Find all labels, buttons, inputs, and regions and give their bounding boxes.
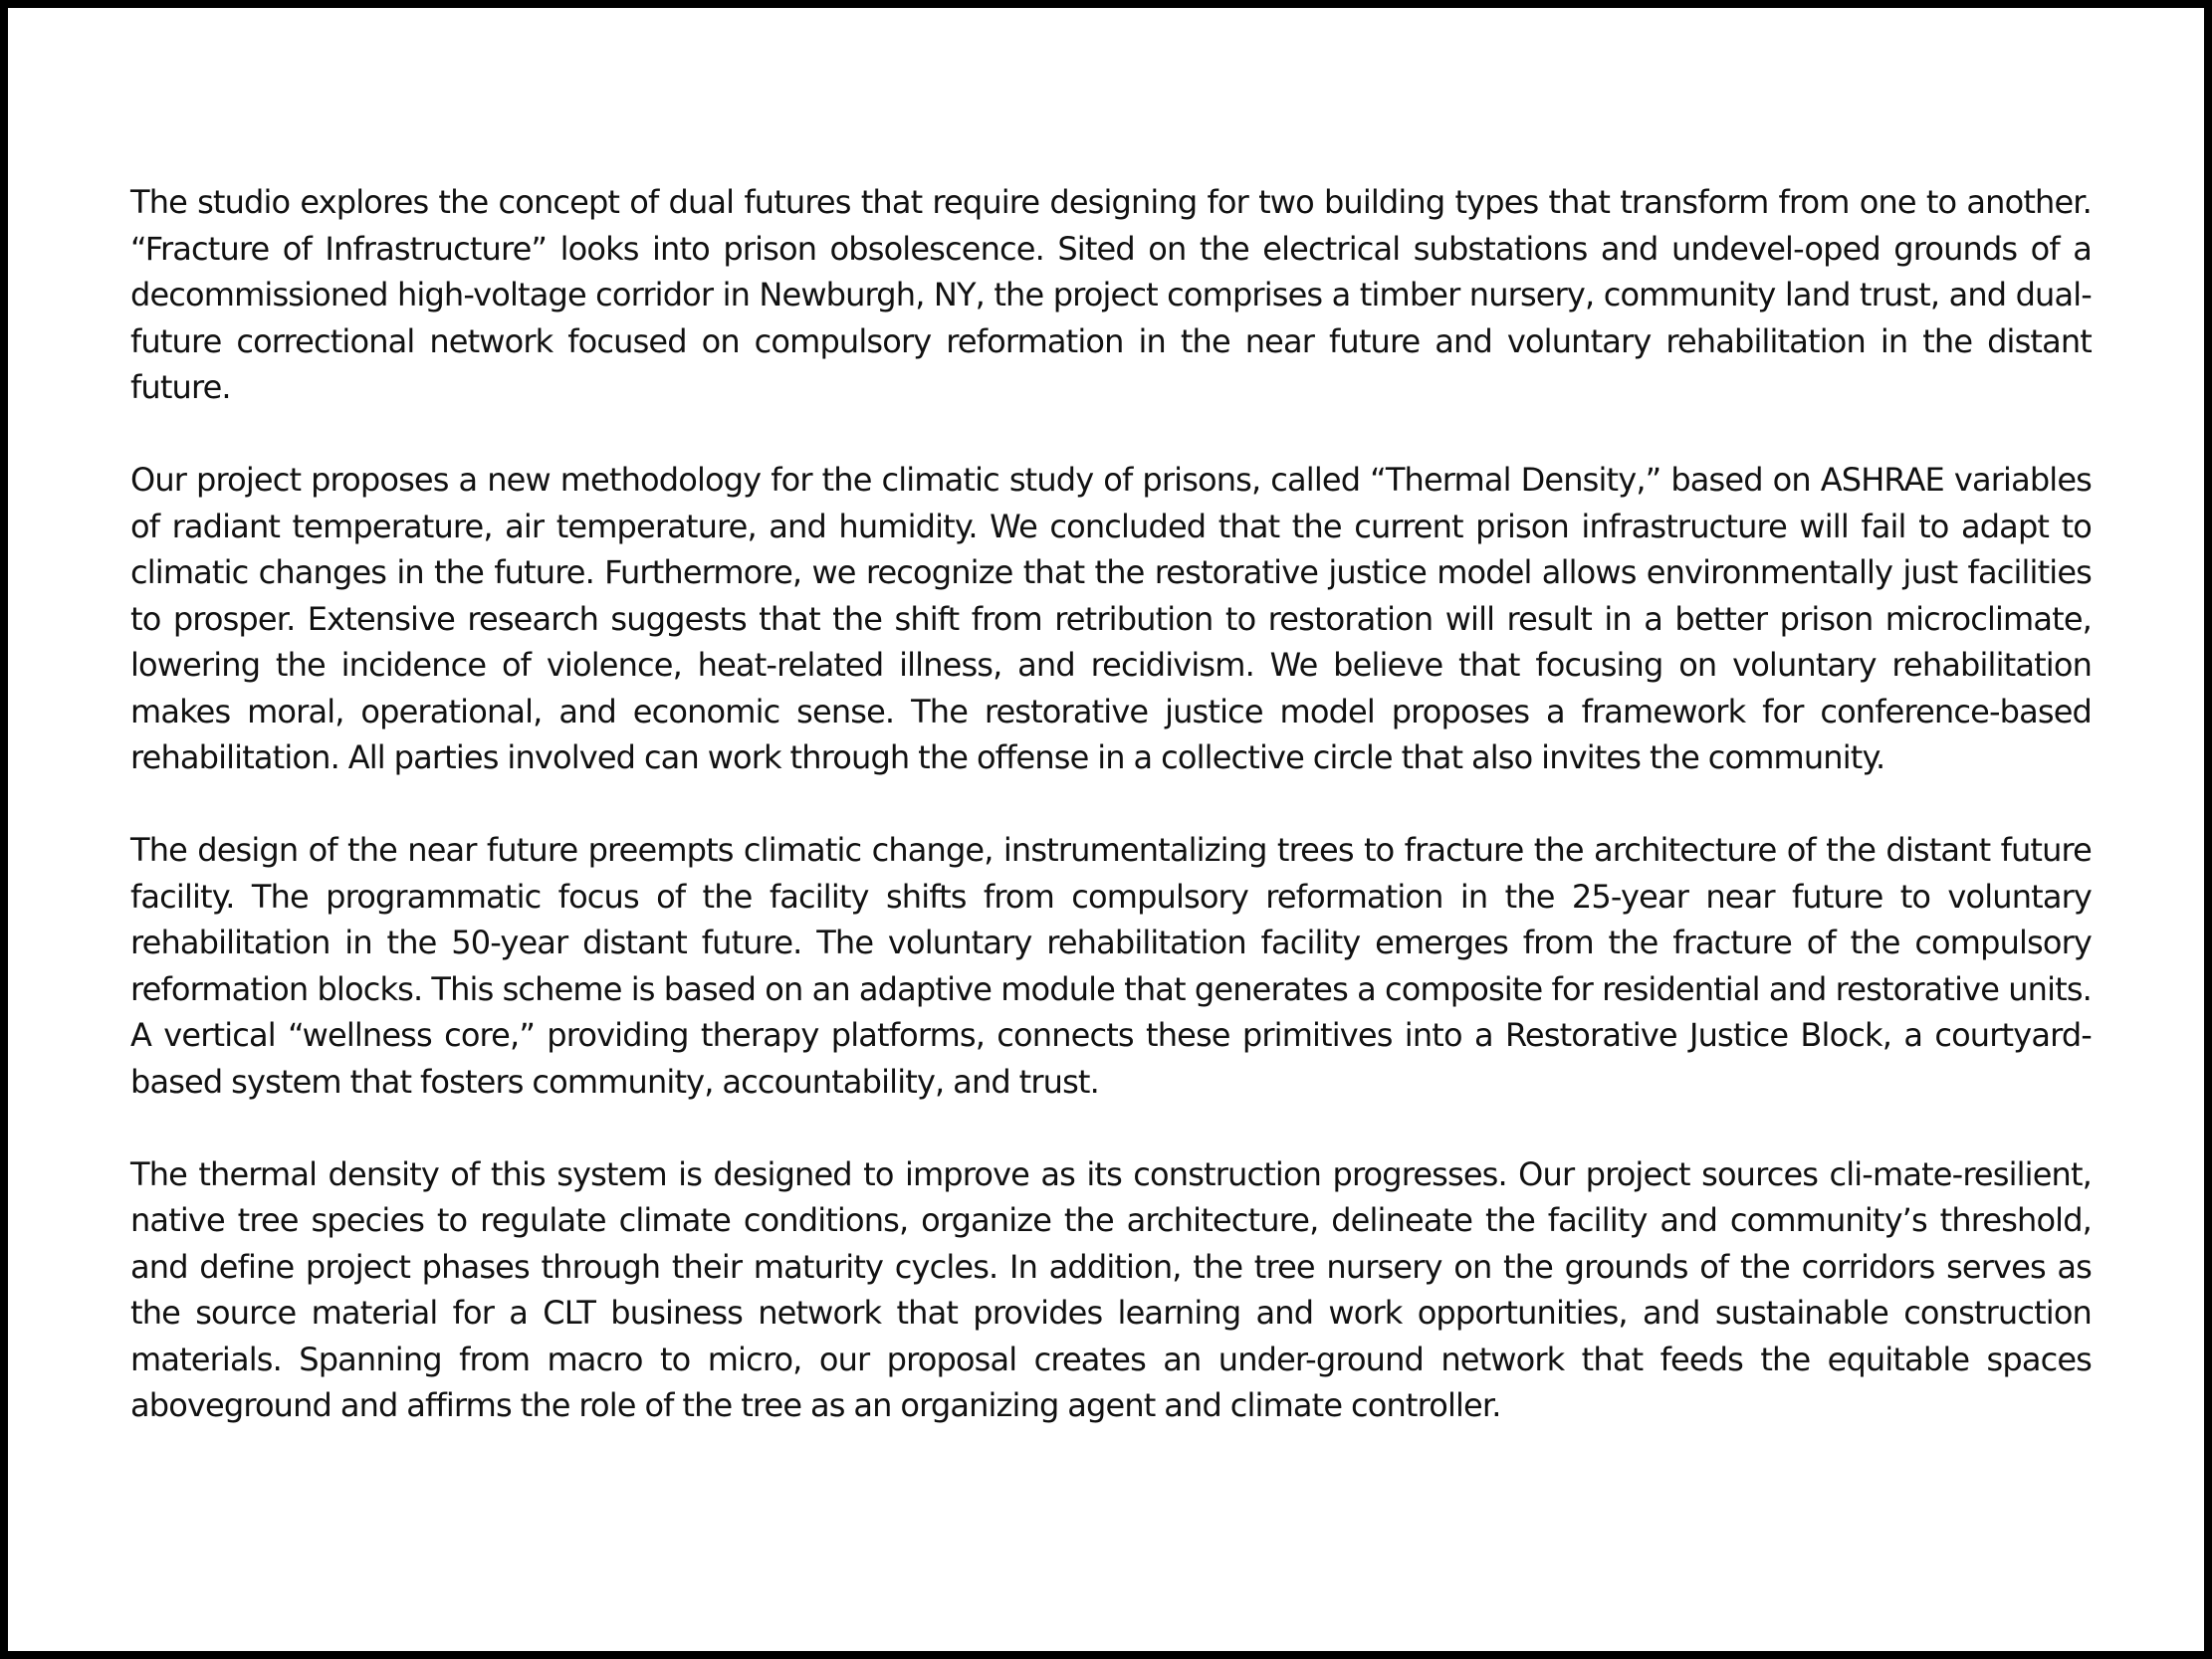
paragraph-intro: The studio explores the concept of dual futures that require designing for two building types that transform from one to another. “Fracture of Infrastructure” looks into prison obsolescence. Sited on the electrical substations and undevel-oped grounds of a decommissioned high-voltage corridor in Newburgh, NY, the project comprises a timber nursery, community land trust, and dual-future correctional network focused on compulsory reformation in the near future and voluntary rehabilitation in the distant future.	[130, 183, 2092, 406]
document-body	[130, 179, 2092, 1429]
paragraph-design: The design of the near future preempts climatic change, instrumentalizing trees to fracture the architecture of the distant future facility. The programmatic focus of the facility shifts from compulsory reformation in the 25-year near future to voluntary rehabilitation in the 50-year distant future. The voluntary rehabilitation facility emerges from the fracture of the compulsory reformation blocks. This scheme is based on an adaptive module that generates a composite for residential and restorative units. A vertical “wellness core,” providing therapy platforms, connects these primitives into a Restorative Justice Block, a courtyard-based system that fosters community, accountability, and trust.	[130, 831, 2092, 1101]
paragraph-methodology: Our project proposes a new methodology for the climatic study of prisons, called “Thermal Density,” based on ASHRAE variables of radiant temperature, air temperature, and humidity. We concluded that the current prison infrastructure will fail to adapt to climatic changes in the future. Furthermore, we recognize that the restorative justice model allows environmentally just facilities to prosper. Extensive research suggests that the shift from retribution to restoration will result in a better prison microclimate, lowering the incidence of violence, heat-related illness, and recidivism. We believe that focusing on voluntary rehabilitation makes moral, operational, and economic sense. The restorative justice model proposes a framework for conference-based rehabilitation. All parties involved can work through the offense in a collective circle that also invites the community.	[130, 461, 2092, 776]
paragraph-thermal-density: The thermal density of this system is designed to improve as its construction progresses. Our project sources cli-mate-resilient, native tree species to regulate climate conditions, organize the architecture, delineate the facility and community’s threshold, and define project phases through their maturity cycles. In addition, the tree nursery on the grounds of the corridors serves as the source material for a CLT business network that provides learning and work opportunities, and sustainable construction materials. Spanning from macro to micro, our proposal creates an under-ground network that feeds the equitable spaces aboveground and affirms the role of the tree as an organizing agent and climate controller.	[130, 1154, 2092, 1424]
